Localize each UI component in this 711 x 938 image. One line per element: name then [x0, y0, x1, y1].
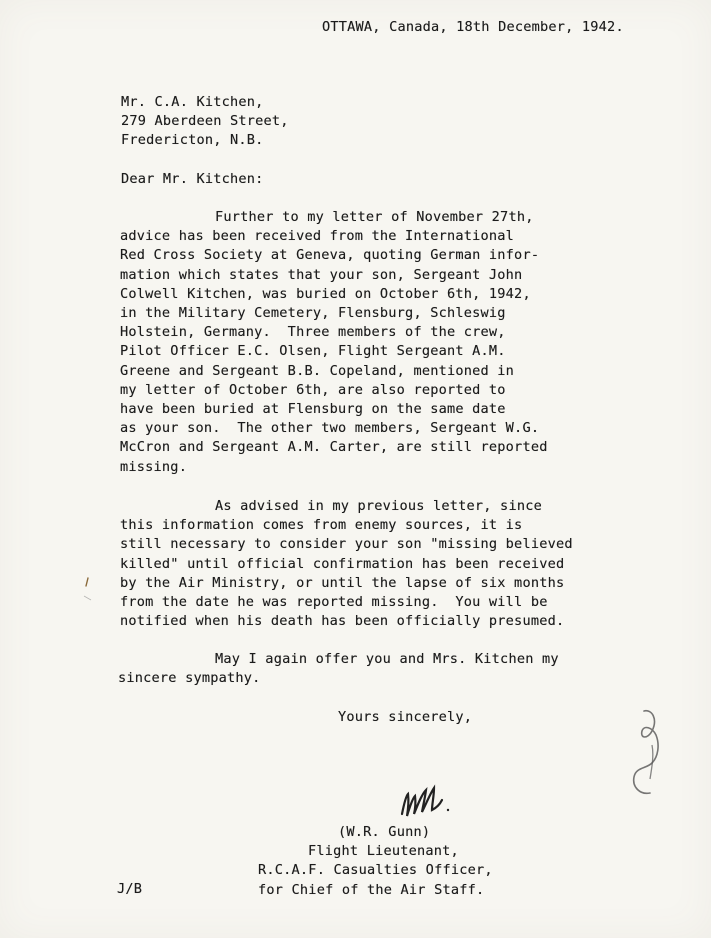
paragraph-line: notified when his death has been officially presumed. [120, 613, 565, 630]
paragraph-line: McCron and Sergeant A.M. Carter, are still reported [120, 439, 548, 456]
address-line: 279 Aberdeen Street, [121, 113, 289, 130]
paragraph-line: my letter of October 6th, are also reported to [120, 381, 506, 398]
address-line: Fredericton, N.B. [121, 132, 264, 149]
paragraph-line: have been buried at Flensburg on the same date [120, 401, 506, 418]
paragraph-1 [120, 208, 548, 477]
paragraph-line: As advised in my previous letter, since [215, 498, 542, 514]
dateline: OTTAWA, Canada, 18th December, 1942. [322, 19, 624, 35]
paragraph-line: by the Air Ministry, or until the lapse of six months [120, 574, 565, 591]
paragraph-line: Pilot Officer E.C. Olsen, Flight Sergeant A.M. [120, 343, 506, 360]
paragraph-line: advice has been received from the International [120, 228, 515, 245]
closing: Yours sincerely, [338, 709, 473, 725]
recipient-address [121, 93, 289, 151]
paragraph-line: Further to my letter of November 27th, [215, 209, 534, 225]
signatory-title: R.C.A.F. Casualties Officer, [258, 862, 493, 879]
signature-block [258, 823, 493, 900]
paragraph-line: sincere sympathy. [118, 670, 261, 687]
paragraph-line: missing. [120, 458, 188, 475]
paragraph-line: killed" until official confirmation has been received [120, 555, 565, 572]
signatory-office: for Chief of the Air Staff. [258, 881, 485, 898]
paragraph-line: in the Military Cemetery, Flensburg, Schleswig [120, 305, 506, 322]
signatory-rank: Flight Lieutenant, [308, 843, 459, 860]
paragraph-line: still necessary to consider your son "missing believed [120, 536, 573, 553]
reference-initials: J/B [117, 881, 143, 897]
paragraph-line: Holstein, Germany. Three members of the crew, [120, 324, 506, 341]
margin-pencil-mark [622, 705, 672, 805]
paragraph-line: Red Cross Society at Geneva, quoting German infor- [120, 247, 540, 264]
paragraph-line: as your son. The other two members, Sergeant W.G. [120, 420, 540, 437]
paragraph-2 [120, 497, 573, 631]
paragraph-line: from the date he was reported missing. You will be [120, 594, 548, 611]
paragraph-line: Colwell Kitchen, was buried on October 6th, 1942, [120, 285, 531, 302]
signature-initials [398, 784, 458, 820]
salutation: Dear Mr. Kitchen: [121, 171, 264, 187]
signatory-name: (W.R. Gunn) [338, 824, 431, 840]
address-line: Mr. C.A. Kitchen, [121, 94, 264, 110]
margin-tick-mark [82, 576, 94, 606]
paragraph-line: mation which states that your son, Sergeant John [120, 266, 523, 283]
paragraph-line: May I again offer you and Mrs. Kitchen my [215, 651, 559, 667]
paragraph-line: Greene and Sergeant B.B. Copeland, mentioned in [120, 362, 515, 379]
paragraph-line: this information comes from enemy sources, it is [120, 517, 523, 534]
paragraph-3 [118, 650, 559, 688]
